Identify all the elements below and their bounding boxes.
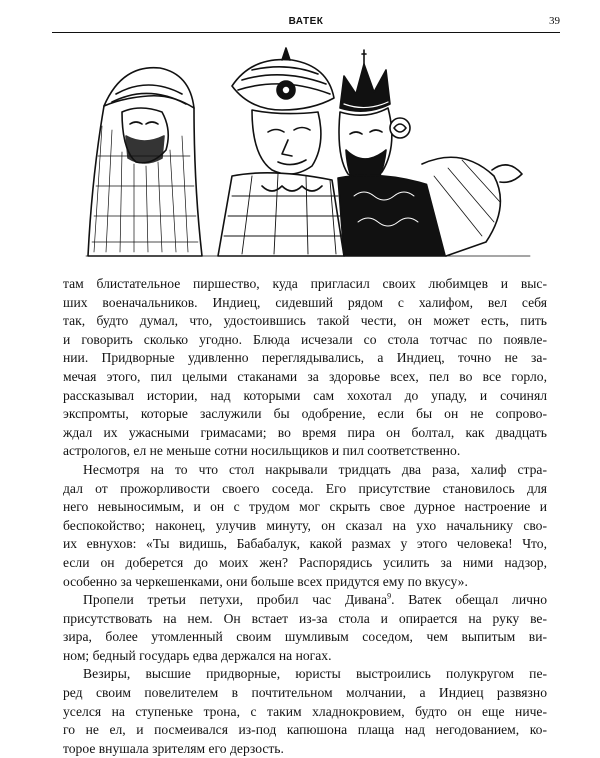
text-line: их евнухов: «Ты видишь, Бабабалук, какой размах у этого человека! Что, xyxy=(63,536,547,552)
text-line: дал от прожорливости своего соседа. Его присутствие становилось для xyxy=(63,480,547,496)
text-line: Везиры, высшие придворные, юристы выстроились полукругом пе- xyxy=(83,666,547,682)
text-line: зира, более утомленный своим шумливым соседом, чем выпитым ви- xyxy=(63,629,547,645)
text-line: торое внушала зрителям его дерзость. xyxy=(63,740,284,756)
body-text xyxy=(63,275,547,758)
paragraph-3 xyxy=(63,591,547,665)
text-line: Несмотря на то что стол накрывали тридцать два раза, халиф стра- xyxy=(83,461,547,477)
text-line: ред своим повелителем в почтительном молчании, а Индиец развязно xyxy=(63,685,547,701)
text-line: беспокойство; наконец, улучив минуту, он сказал на ухо начальнику сво- xyxy=(63,517,547,533)
illustration xyxy=(82,46,534,264)
text-line: астрологов, ел не меньше сотни носильщиков и пил соответственно. xyxy=(63,443,461,459)
text-line: экспромты, которые заслужили бы одобрение, если бы он не сопрово- xyxy=(63,406,547,422)
text-line-with-footnote xyxy=(63,591,547,610)
text-line: так, будто думал, что, удостоившись такой чести, он может есть, пить xyxy=(63,313,547,329)
paragraph-2 xyxy=(63,461,547,591)
text-line: если он доберется до моих жен? Распорядись усилить за ними надзор, xyxy=(63,554,547,570)
text-line: мечая этого, пил целыми стаканами за здоровье всех, пел во все горло, xyxy=(63,368,547,384)
running-header xyxy=(52,14,560,34)
header-rule xyxy=(52,32,560,33)
text-line: него невыносимым, и он с трудом мог скрыть свое дурное настроение и xyxy=(63,499,547,515)
page-number: 39 xyxy=(549,15,560,27)
running-header-title: ВАТЕК xyxy=(288,16,324,27)
text-fragment: . Ватек обещал лично xyxy=(391,592,548,608)
paragraph-4 xyxy=(63,665,547,758)
text-line: там блистательное пиршество, куда пригласил своих любимцев и выс- xyxy=(63,276,547,291)
text-line: го не ел, и посмеивался из-под капюшона плаща над негодованием, ко- xyxy=(63,722,547,738)
text-fragment: Пропели третьи петухи, пробил час Дивана xyxy=(83,592,388,608)
paragraph-1 xyxy=(63,275,547,461)
text-line: нии. Придворные удивленно переглядывались, а Индиец, точно не за- xyxy=(63,350,547,366)
central-body xyxy=(218,173,344,256)
footnote-mark[interactable]: 9 xyxy=(387,591,392,601)
text-line: уселся на ступеньке трона, с таким хладнокровием, будто он еще ниче- xyxy=(63,703,547,719)
text-line: присутствовать на нем. Он встает из-за стола и опирается на руку ве- xyxy=(63,610,547,626)
text-line: ших военачальников. Индиец, сидевший рядом с халифом, вел себя xyxy=(63,294,547,310)
text-line: и говорить сколько угодно. Блюда исчезали со стола тотчас по появле- xyxy=(63,331,547,347)
text-line: особенно за черкешенками, они больше всех придутся ему по вкусу». xyxy=(63,573,468,589)
text-line: рассказывал истории, над которыми сам хохотал до упаду, и сочинял xyxy=(63,387,547,403)
text-line: ждал их ужасными гримасами; во время пира он болтал, как двадцать xyxy=(63,424,547,440)
text-line: ном; бедный государь едва держался на ногах. xyxy=(63,647,332,663)
